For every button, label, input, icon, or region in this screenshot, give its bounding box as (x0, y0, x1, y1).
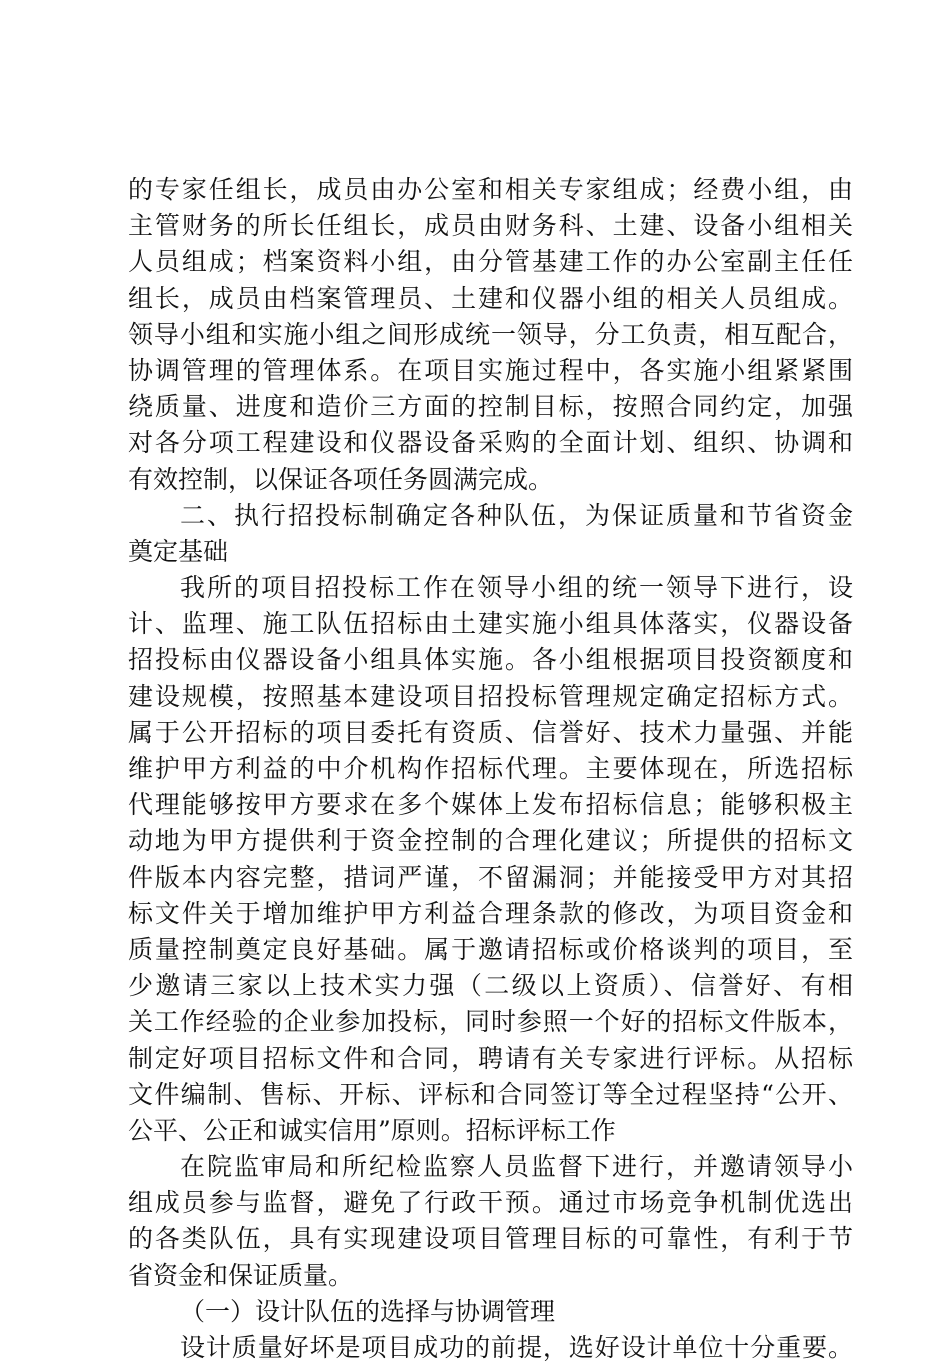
text-line: 绕质量、进度和造价三方面的控制目标，按照合同约定，加强 (128, 392, 853, 422)
text-line: 公平、公正和诚实信用”原则。招标评标工作 (128, 1115, 616, 1145)
text-line: 人员组成；档案资料小组，由分管基建工作的办公室副主任任 (128, 247, 853, 277)
text-line: 的各类队伍，具有实现建设项目管理目标的可靠性，有利于节 (128, 1224, 853, 1254)
text-line: 件版本内容完整，措词严谨，不留漏洞；并能接受甲方对其招 (128, 862, 853, 892)
text-line: 二、执行招投标制确定各种队伍，为保证质量和节省资金 (180, 500, 853, 530)
text-line: 维护甲方利益的中介机构作招标代理。主要体现在，所选招标 (128, 754, 853, 783)
text-line: 有效控制，以保证各项任务圆满完成。 (128, 464, 554, 494)
text-line: 少邀请三家以上技术实力强（二级以上资质）、信誉好、有相 (128, 971, 853, 1001)
text-line: 动地为甲方提供利于资金控制的合理化建议；所提供的招标文 (128, 826, 853, 856)
text-line: 标文件关于增加维护甲方利益合理条款的修改，为项目资金和 (128, 898, 853, 928)
text-line: 招投标由仪器设备小组具体实施。各小组根据项目投资额度和 (128, 645, 853, 675)
text-line: 属于公开招标的项目委托有资质、信誉好、技术力量强、并能 (128, 717, 853, 747)
text-line: 文件编制、售标、开标、评标和合同签订等全过程坚持“公开、 (128, 1079, 853, 1109)
text-line: 组长，成员由档案管理员、土建和仪器小组的相关人员组成。 (128, 283, 853, 313)
text-line: 组成员参与监督，避免了行政干预。通过市场竞争机制优选出 (128, 1188, 853, 1218)
text-line: 协调管理的管理体系。在项目实施过程中，各实施小组紧紧围 (128, 355, 853, 385)
text-line: （一）设计队伍的选择与协调管理 (180, 1296, 556, 1326)
text-line: 我所的项目招投标工作在领导小组的统一领导下进行，设 (180, 573, 853, 603)
text-line: 质量控制奠定良好基础。属于邀请招标或价格谈判的项目，至 (128, 934, 853, 964)
text-line: 主管财务的所长任组长，成员由财务科、土建、设备小组相关 (128, 211, 853, 241)
text-line: 对各分项工程建设和仪器设备采购的全面计划、组织、协调和 (128, 428, 853, 458)
text-line: 省资金和保证质量。 (128, 1260, 354, 1290)
text-line: 制定好项目招标文件和合同，聘请有关专家进行评标。从招标 (128, 1043, 853, 1073)
text-line: 代理能够按甲方要求在多个媒体上发布招标信息；能够积极主 (128, 790, 853, 820)
text-line: 建设规模，按照基本建设项目招投标管理规定确定招标方式。 (128, 681, 853, 711)
text-line: 关工作经验的企业参加投标，同时参照一个好的招标文件版本， (128, 1007, 853, 1037)
text-line: 设计质量好坏是项目成功的前提，选好设计单位十分重要。 (180, 1333, 853, 1362)
text-line: 的专家任组长，成员由办公室和相关专家组成；经费小组，由 (128, 175, 853, 204)
text-line: 领导小组和实施小组之间形成统一领导，分工负责，相互配合， (128, 319, 853, 349)
body-text (128, 172, 853, 1366)
text-line: 计、监理、施工队伍招标由土建实施小组具体落实，仪器设备 (128, 609, 853, 639)
text-line: 奠定基础 (128, 536, 229, 566)
text-line: 在院监审局和所纪检监察人员监督下进行，并邀请领导小 (180, 1152, 853, 1182)
